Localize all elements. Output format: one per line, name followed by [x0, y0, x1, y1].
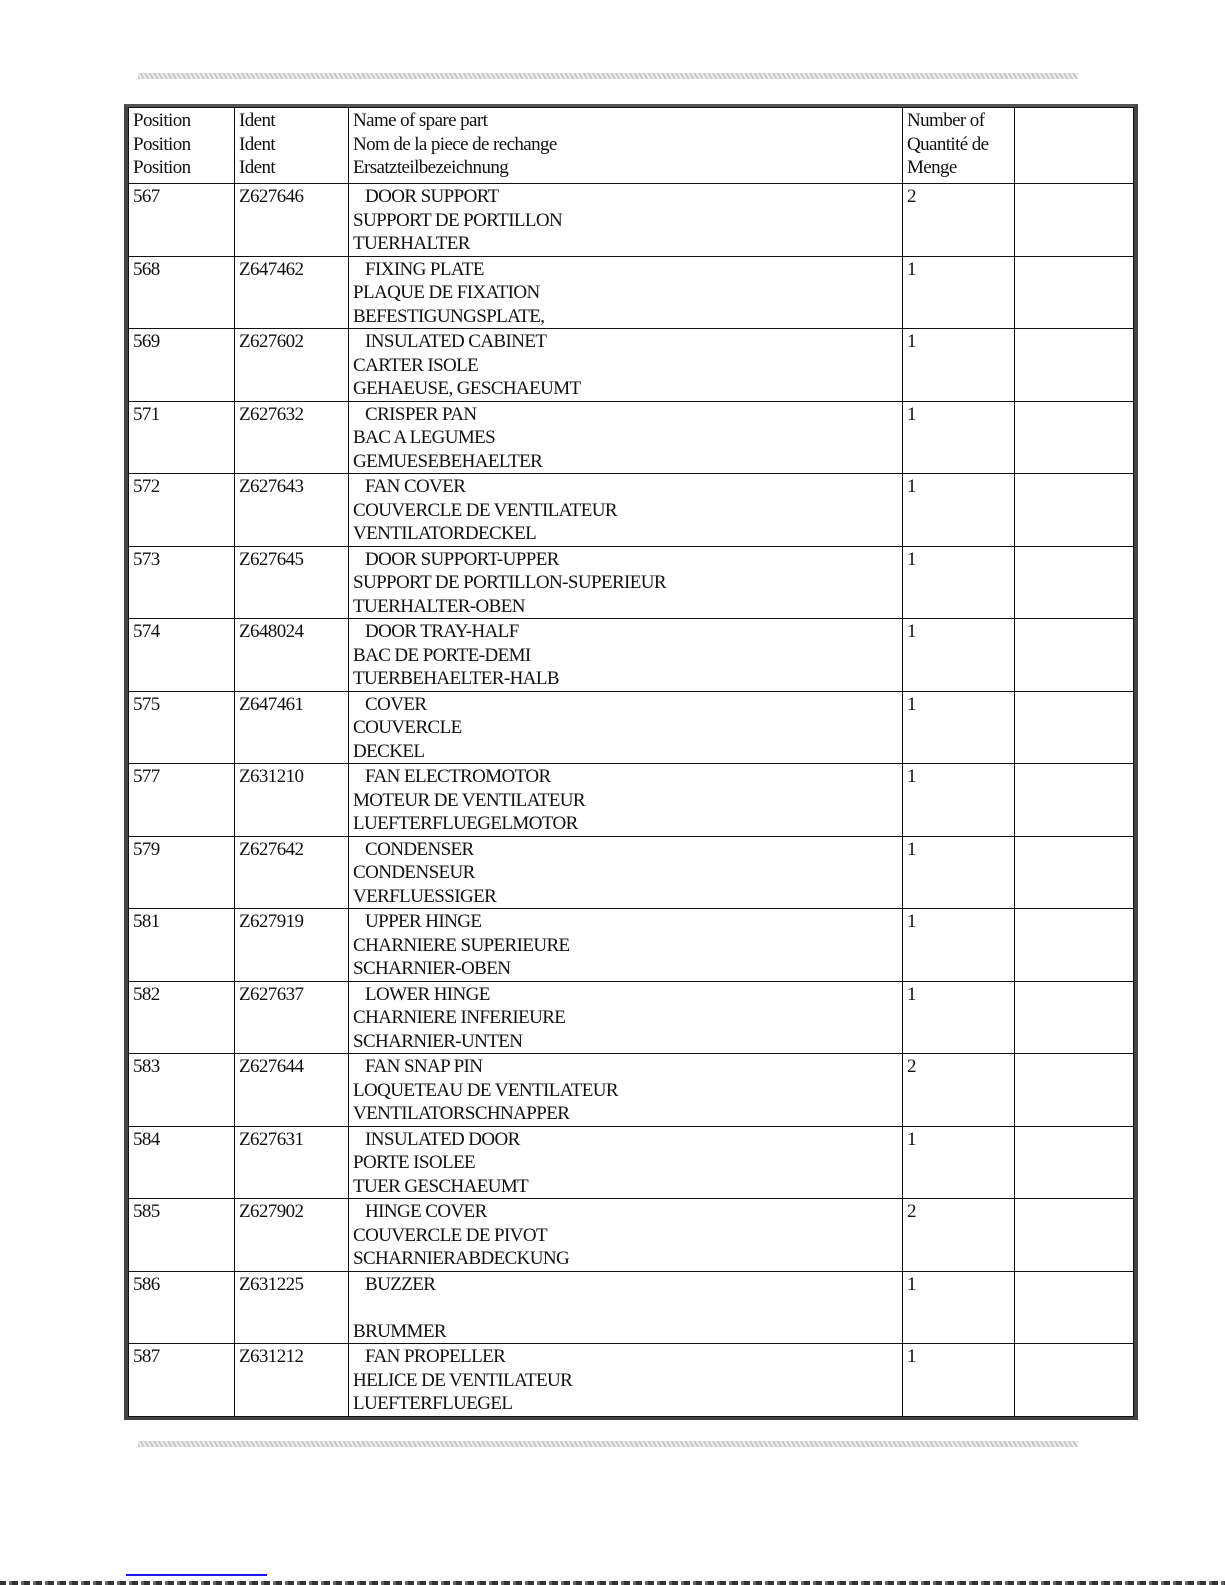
ident-value: Z627637 [239, 983, 304, 1005]
position-cell [129, 184, 235, 257]
part-name-de: TUERHALTER-OBEN [353, 595, 525, 617]
page-bottom-border [0, 1581, 1225, 1585]
quantity-value: 1 [907, 766, 916, 787]
ident-cell [235, 474, 349, 547]
table-row [129, 474, 1134, 547]
position-value: 587 [133, 1346, 160, 1367]
part-name-fr: BAC A LEGUMES [353, 427, 496, 448]
header-ident-en: Ident [239, 110, 276, 131]
part-name-cell [349, 1199, 903, 1272]
table-row [129, 764, 1134, 837]
quantity-value: 1 [907, 331, 916, 352]
header-name-en: Name of spare part [353, 110, 488, 131]
part-name-en: BUZZER [365, 1273, 436, 1295]
quantity-cell [903, 1271, 1015, 1344]
header-position-de: Position [133, 157, 191, 178]
part-name-en: CONDENSER [365, 838, 474, 860]
ident-value: Z627646 [239, 186, 304, 207]
position-value: 583 [133, 1056, 160, 1077]
part-name-en: COVER [365, 693, 427, 715]
part-name-cell [349, 1054, 903, 1127]
quantity-value: 1 [907, 693, 916, 715]
position-value: 575 [133, 693, 160, 715]
table-row [129, 546, 1134, 619]
spare-parts-table-frame [124, 104, 1138, 1420]
quantity-value: 1 [907, 1128, 916, 1150]
part-name-fr: CONDENSEUR [353, 862, 475, 883]
position-value: 579 [133, 838, 160, 860]
header-position-en: Position [133, 110, 191, 131]
position-value: 585 [133, 1201, 160, 1222]
ident-value: Z647461 [239, 693, 304, 715]
position-cell [129, 1054, 235, 1127]
table-row [129, 619, 1134, 692]
part-name-fr: CHARNIERE INFERIEURE [353, 1007, 566, 1028]
header-empty [1015, 108, 1134, 184]
header-ident-fr: Ident [239, 133, 276, 155]
empty-cell [1015, 1126, 1134, 1199]
quantity-cell [903, 546, 1015, 619]
quantity-value: 2 [907, 1201, 916, 1222]
part-name-en: DOOR SUPPORT-UPPER [365, 548, 559, 570]
quantity-cell [903, 691, 1015, 764]
table-row [129, 909, 1134, 982]
header-ident-de: Ident [239, 157, 276, 178]
position-value: 581 [133, 911, 160, 932]
table-row [129, 401, 1134, 474]
empty-cell [1015, 474, 1134, 547]
table-header-row [129, 108, 1134, 184]
spare-parts-table [128, 107, 1134, 1417]
quantity-cell [903, 619, 1015, 692]
ident-cell [235, 256, 349, 329]
ident-cell [235, 1344, 349, 1417]
ident-cell [235, 691, 349, 764]
quantity-cell [903, 401, 1015, 474]
table-row [129, 1126, 1134, 1199]
table-row [129, 836, 1134, 909]
empty-cell [1015, 1271, 1134, 1344]
position-cell [129, 836, 235, 909]
part-name-de: TUERHALTER [353, 233, 470, 254]
quantity-cell [903, 1199, 1015, 1272]
part-name-cell [349, 981, 903, 1054]
position-value: 573 [133, 548, 160, 570]
part-name-de: VERFLUESSIGER [353, 885, 497, 907]
position-value: 571 [133, 403, 160, 425]
position-cell [129, 1271, 235, 1344]
part-name-cell [349, 256, 903, 329]
part-name-de: SCHARNIER-UNTEN [353, 1030, 523, 1052]
empty-cell [1015, 1054, 1134, 1127]
header-name [349, 108, 903, 184]
position-cell [129, 909, 235, 982]
part-name-cell [349, 691, 903, 764]
part-name-fr: SUPPORT DE PORTILLON-SUPERIEUR [353, 572, 666, 593]
ident-cell [235, 401, 349, 474]
ident-value: Z627644 [239, 1056, 304, 1077]
header-name-fr: Nom de la piece de rechange [353, 133, 557, 155]
quantity-value: 1 [907, 911, 916, 932]
part-name-en: HINGE COVER [365, 1201, 487, 1222]
table-row [129, 981, 1134, 1054]
ident-cell [235, 329, 349, 402]
position-cell [129, 1126, 235, 1199]
ident-value: Z627631 [239, 1128, 304, 1150]
empty-cell [1015, 619, 1134, 692]
ident-cell [235, 1271, 349, 1344]
quantity-value: 1 [907, 548, 916, 570]
part-name-de: SCHARNIER-OBEN [353, 958, 511, 979]
position-cell [129, 1344, 235, 1417]
quantity-value: 2 [907, 186, 916, 207]
part-name-cell [349, 1344, 903, 1417]
part-name-en: FAN ELECTROMOTOR [365, 766, 551, 787]
table-row [129, 1199, 1134, 1272]
part-name-cell [349, 764, 903, 837]
header-number-en: Number of [907, 110, 985, 131]
part-name-de: TUERBEHAELTER-HALB [353, 668, 559, 689]
ident-cell [235, 1126, 349, 1199]
empty-cell [1015, 691, 1134, 764]
part-name-cell [349, 909, 903, 982]
part-name-fr: HELICE DE VENTILATEUR [353, 1369, 573, 1391]
quantity-cell [903, 184, 1015, 257]
position-cell [129, 329, 235, 402]
quantity-value: 1 [907, 258, 916, 280]
ident-value: Z627919 [239, 911, 304, 932]
table-row [129, 1054, 1134, 1127]
quantity-cell [903, 981, 1015, 1054]
header-position-fr: Position [133, 133, 191, 155]
quantity-cell [903, 764, 1015, 837]
part-name-de: GEHAEUSE, GESCHAEUMT [353, 378, 581, 399]
part-name-en: INSULATED DOOR [365, 1128, 520, 1150]
part-name-cell [349, 474, 903, 547]
part-name-cell [349, 401, 903, 474]
header-position [129, 108, 235, 184]
part-name-fr: SUPPORT DE PORTILLON [353, 209, 563, 231]
position-cell [129, 691, 235, 764]
ident-value: Z627602 [239, 331, 304, 352]
position-value: 572 [133, 476, 160, 497]
ident-cell [235, 184, 349, 257]
ident-value: Z627645 [239, 548, 304, 570]
empty-cell [1015, 764, 1134, 837]
part-name-fr: CARTER ISOLE [353, 354, 479, 376]
ident-value: Z627902 [239, 1201, 304, 1222]
footer-link-underline[interactable] [126, 1574, 267, 1576]
position-value: 567 [133, 186, 160, 207]
empty-cell [1015, 1199, 1134, 1272]
quantity-cell [903, 909, 1015, 982]
part-name-de: LUEFTERFLUEGELMOTOR [353, 813, 578, 834]
header-number-de: Menge [907, 157, 957, 178]
part-name-de: BEFESTIGUNGSPLATE, [353, 305, 545, 327]
quantity-cell [903, 1344, 1015, 1417]
part-name-fr [353, 1296, 898, 1320]
footer-decorative-rule [138, 1441, 1078, 1447]
part-name-en: FAN PROPELLER [365, 1346, 506, 1367]
ident-cell [235, 909, 349, 982]
part-name-fr: PLAQUE DE FIXATION [353, 282, 540, 303]
position-cell [129, 474, 235, 547]
ident-cell [235, 981, 349, 1054]
quantity-value: 1 [907, 983, 916, 1005]
quantity-value: 1 [907, 621, 916, 642]
position-cell [129, 256, 235, 329]
ident-value: Z627632 [239, 403, 304, 425]
position-value: 577 [133, 766, 160, 787]
part-name-fr: MOTEUR DE VENTILATEUR [353, 789, 585, 811]
quantity-cell [903, 474, 1015, 547]
part-name-en: FAN SNAP PIN [365, 1056, 483, 1077]
position-cell [129, 619, 235, 692]
part-name-fr: BAC DE PORTE-DEMI [353, 644, 531, 666]
ident-value: Z631212 [239, 1346, 304, 1367]
header-number-fr: Quantité de [907, 133, 989, 155]
part-name-cell [349, 1271, 903, 1344]
position-cell [129, 764, 235, 837]
quantity-cell [903, 256, 1015, 329]
ident-cell [235, 1054, 349, 1127]
part-name-cell [349, 836, 903, 909]
position-cell [129, 1199, 235, 1272]
ident-value: Z631225 [239, 1273, 304, 1295]
position-value: 584 [133, 1128, 160, 1150]
part-name-de: DECKEL [353, 740, 425, 762]
part-name-en: FIXING PLATE [365, 258, 484, 280]
part-name-en: CRISPER PAN [365, 403, 477, 425]
ident-cell [235, 1199, 349, 1272]
part-name-fr: LOQUETEAU DE VENTILATEUR [353, 1079, 618, 1101]
quantity-cell [903, 1126, 1015, 1199]
table-row [129, 184, 1134, 257]
empty-cell [1015, 184, 1134, 257]
part-name-cell [349, 1126, 903, 1199]
empty-cell [1015, 836, 1134, 909]
part-name-cell [349, 546, 903, 619]
quantity-value: 1 [907, 476, 916, 497]
empty-cell [1015, 546, 1134, 619]
position-value: 568 [133, 258, 160, 280]
part-name-en: UPPER HINGE [365, 911, 482, 932]
position-cell [129, 546, 235, 619]
table-row [129, 691, 1134, 764]
part-name-fr: COUVERCLE DE VENTILATEUR [353, 499, 617, 521]
empty-cell [1015, 981, 1134, 1054]
position-value: 569 [133, 331, 160, 352]
quantity-value: 1 [907, 1273, 916, 1295]
ident-cell [235, 619, 349, 692]
part-name-de: GEMUESEBEHAELTER [353, 450, 543, 472]
part-name-en: INSULATED CABINET [365, 331, 547, 352]
part-name-en: LOWER HINGE [365, 983, 490, 1005]
ident-value: Z631210 [239, 766, 304, 787]
position-value: 574 [133, 621, 160, 642]
empty-cell [1015, 401, 1134, 474]
part-name-de: LUEFTERFLUEGEL [353, 1393, 513, 1414]
empty-cell [1015, 909, 1134, 982]
part-name-de: SCHARNIERABDECKUNG [353, 1248, 570, 1269]
quantity-value: 2 [907, 1056, 916, 1077]
ident-cell [235, 764, 349, 837]
part-name-fr: CHARNIERE SUPERIEURE [353, 934, 570, 956]
part-name-de: BRUMMER [353, 1320, 446, 1342]
quantity-value: 1 [907, 403, 916, 425]
quantity-value: 1 [907, 1346, 916, 1367]
quantity-cell [903, 329, 1015, 402]
ident-cell [235, 546, 349, 619]
empty-cell [1015, 256, 1134, 329]
quantity-cell [903, 836, 1015, 909]
header-name-de: Ersatzteilbezeichnung [353, 157, 509, 178]
ident-value: Z627642 [239, 838, 304, 860]
part-name-de: TUER GESCHAEUMT [353, 1175, 529, 1197]
part-name-de: VENTILATORDECKEL [353, 523, 537, 544]
part-name-cell [349, 329, 903, 402]
empty-cell [1015, 329, 1134, 402]
quantity-value: 1 [907, 838, 916, 860]
part-name-fr: COUVERCLE [353, 717, 462, 738]
header-decorative-rule [138, 73, 1078, 79]
quantity-cell [903, 1054, 1015, 1127]
position-cell [129, 401, 235, 474]
part-name-de: VENTILATORSCHNAPPER [353, 1103, 570, 1124]
header-number [903, 108, 1015, 184]
part-name-en: DOOR SUPPORT [365, 186, 499, 207]
part-name-cell [349, 184, 903, 257]
part-name-cell [349, 619, 903, 692]
ident-value: Z627643 [239, 476, 304, 497]
part-name-en: FAN COVER [365, 476, 466, 497]
part-name-fr: COUVERCLE DE PIVOT [353, 1224, 547, 1246]
position-cell [129, 981, 235, 1054]
table-row [129, 1344, 1134, 1417]
part-name-en: DOOR TRAY-HALF [365, 621, 519, 642]
header-ident [235, 108, 349, 184]
ident-cell [235, 836, 349, 909]
table-row [129, 1271, 1134, 1344]
ident-value: Z648024 [239, 621, 304, 642]
empty-cell [1015, 1344, 1134, 1417]
table-row [129, 256, 1134, 329]
position-value: 582 [133, 983, 160, 1005]
ident-value: Z647462 [239, 258, 304, 280]
position-value: 586 [133, 1273, 160, 1295]
table-row [129, 329, 1134, 402]
part-name-fr: PORTE ISOLEE [353, 1152, 476, 1173]
